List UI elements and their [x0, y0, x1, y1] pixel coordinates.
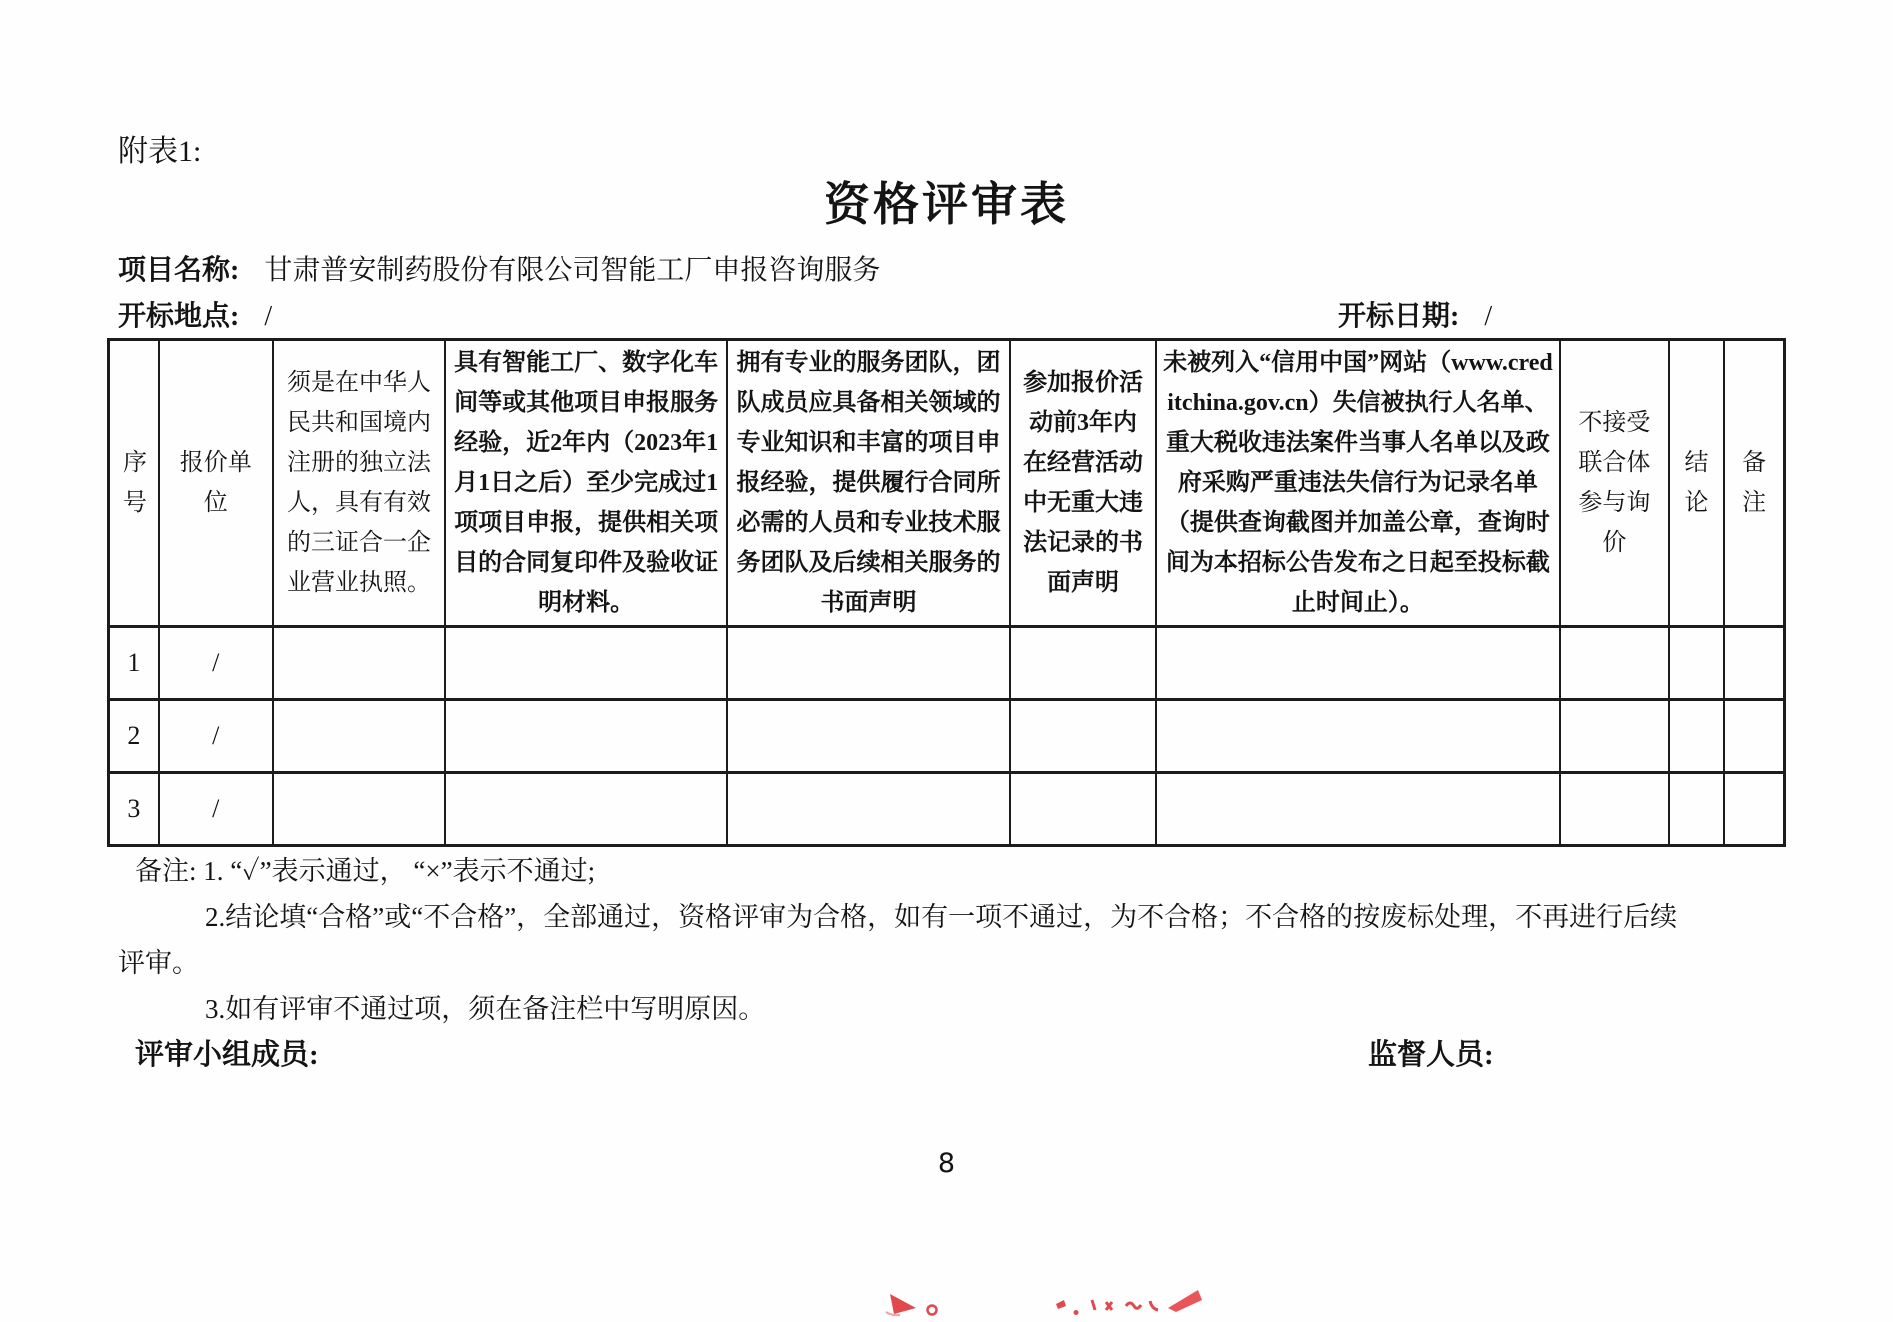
cell-empty: [1560, 773, 1669, 846]
cell-unit: /: [159, 773, 273, 846]
cell-empty: [727, 627, 1010, 700]
cell-empty: [273, 773, 446, 846]
table-header-row: [109, 340, 1785, 627]
supervisor-label: 监督人员:: [1368, 1039, 1494, 1071]
bid-date-value: /: [1484, 301, 1493, 332]
table-row: [109, 700, 1785, 773]
note-line-2: 2.结论填“合格”或“不合格”，全部通过，资格评审为合格，如有一项不通过，为不合格；不合格的按废标处理，不再进行后续: [205, 902, 1678, 932]
red-stamp-fragments-icon: [868, 1286, 1258, 1322]
cell-empty: [273, 627, 446, 700]
page-title: 资格评审表: [824, 179, 1069, 230]
cell-unit: /: [159, 700, 273, 773]
cell-empty: [1156, 700, 1560, 773]
cell-empty: [1724, 773, 1784, 846]
note-line-3: 评审。: [118, 948, 199, 978]
header-no-violation: 参加报价活动前3年内在经营活动中无重大违法记录的书面声明: [1010, 340, 1156, 627]
header-credit-china: 未被列入“信用中国”网站（www.creditchina.gov.cn）失信被执行人名单、重大税收违法案件当事人名单以及政府采购严重违法失信行为记录名单（提供查询截图并加盖公章，查询时间为本招标公告发布之日起至投标截止时间止）。: [1156, 340, 1560, 627]
cell-empty: [1560, 627, 1669, 700]
header-remarks: 备注: [1724, 340, 1784, 627]
cell-serial: 1: [109, 627, 159, 700]
cell-serial: 3: [109, 773, 159, 846]
remarks-section: [118, 848, 1873, 1032]
header-no-consortium: 不接受联合体参与询价: [1560, 340, 1669, 627]
cell-empty: [1669, 700, 1724, 773]
page-number: 8: [937, 1148, 956, 1179]
cell-serial: 2: [109, 700, 159, 773]
cell-empty: [1669, 773, 1724, 846]
cell-empty: [1724, 627, 1784, 700]
cell-empty: [273, 700, 446, 773]
qualification-review-table: [107, 338, 1786, 847]
note-line-4: 3.如有评审不通过项，须在备注栏中写明原因。: [205, 994, 766, 1024]
cell-empty: [1560, 700, 1669, 773]
header-serial-number: 序号: [109, 340, 159, 627]
cell-empty: [1156, 773, 1560, 846]
header-service-team: 拥有专业的服务团队，团队成员应具备相关领域的专业知识和丰富的项目申报经验，提供履行合同所必需的人员和专业技术服务团队及后续相关服务的书面声明: [727, 340, 1010, 627]
cell-empty: [445, 700, 727, 773]
project-name-line: [118, 248, 880, 288]
cell-empty: [445, 627, 727, 700]
cell-empty: [1156, 627, 1560, 700]
cell-unit: /: [159, 627, 273, 700]
review-team-label: 评审小组成员:: [135, 1039, 319, 1071]
note-line-1: 备注: 1. “✓”表示通过， “×”表示不通过;: [135, 856, 596, 886]
bid-date-line: [1338, 294, 1492, 334]
header-conclusion: 结论: [1669, 340, 1724, 627]
cell-empty: [1010, 773, 1156, 846]
cell-empty: [445, 773, 727, 846]
bid-location-line: [118, 294, 272, 334]
bid-date-label: 开标日期:: [1338, 301, 1460, 332]
bid-location-value: /: [264, 301, 273, 332]
attachment-label: 附表1:: [118, 135, 202, 168]
project-name-label: 项目名称:: [118, 255, 240, 286]
cell-empty: [727, 773, 1010, 846]
bid-location-label: 开标地点:: [118, 301, 240, 332]
table-row: [109, 773, 1785, 846]
table-row: [109, 627, 1785, 700]
header-quoting-unit: 报价单位: [159, 340, 273, 627]
cell-empty: [727, 700, 1010, 773]
header-legal-entity: 须是在中华人民共和国境内注册的独立法人，具有有效的三证合一企业营业执照。: [273, 340, 446, 627]
cell-empty: [1010, 700, 1156, 773]
cell-empty: [1724, 700, 1784, 773]
header-project-experience: 具有智能工厂、数字化车间等或其他项目申报服务经验，近2年内（2023年1月1日之后）至少完成过1项项目申报，提供相关项目的合同复印件及验收证明材料。: [445, 340, 727, 627]
cell-empty: [1010, 627, 1156, 700]
project-name-value: 甘肃普安制药股份有限公司智能工厂申报咨询服务: [264, 255, 881, 286]
cell-empty: [1669, 627, 1724, 700]
